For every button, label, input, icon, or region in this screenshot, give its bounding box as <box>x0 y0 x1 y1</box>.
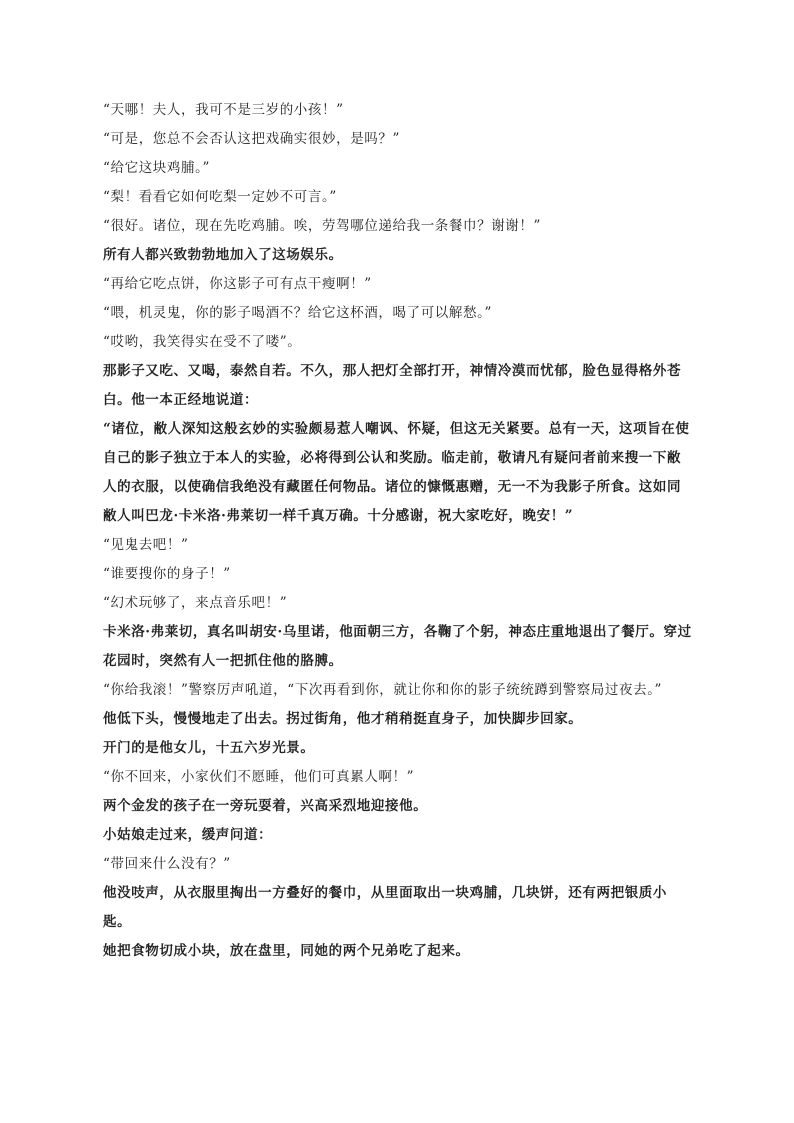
dialogue-paragraph: “喂，机灵鬼，你的影子喝酒不？给它这杯酒，喝了可以解愁。” <box>103 305 492 321</box>
dialogue-paragraph: “哎哟，我笑得实在受不了喽”。 <box>103 334 302 350</box>
dialogue-paragraph: “见鬼去吧！” <box>103 537 189 553</box>
narrative-paragraph: 卡米洛·弗莱切，真名叫胡安·乌里诺，他面朝三方，各鞠了个躬，神态庄重地退出了餐厅。穿过花园时，突然有人一把抓住他的胳膊。 <box>103 624 692 669</box>
narrative-paragraph: 所有人都兴致勃勃地加入了这场娱乐。 <box>103 247 343 263</box>
dialogue-paragraph: “幻术玩够了，来点音乐吧！” <box>103 595 288 611</box>
dialogue-paragraph: “给它这块鸡脯。” <box>103 160 210 176</box>
dialogue-paragraph: “诸位，敝人深知这般玄妙的实验颇易惹人嘲讽、怀疑，但这无关紧要。总有一天，这项旨在使自己的影子独立于本人的实验，必将得到公认和奖励。临走前，敬请凡有疑问者前来搜一下敝人的衣服，以使确信我绝没有藏匿任何物品。诸位的慷慨惠赠，无一不为我影子所食。这如同敝人叫巴龙·卡米洛·弗莱切一样千真万确。十分感谢，祝大家吃好，晚安！” <box>103 421 690 524</box>
narrative-paragraph: 小姑娘走过来，缓声问道： <box>103 827 273 843</box>
story-text <box>103 96 693 966</box>
dialogue-paragraph: “带回来什么没有？” <box>103 856 231 872</box>
narrative-paragraph: 那影子又吃、又喝，泰然自若。不久，那人把灯全部打开，神情冷漠而忧郁，脸色显得格外苍白。他一本正经地说道： <box>103 363 682 408</box>
dialogue-paragraph: “梨！看看它如何吃梨一定妙不可言。” <box>103 189 337 205</box>
narrative-paragraph: 他低下头，慢慢地走了出去。拐过街角，他才稍稍挺直身子，加快脚步回家。 <box>103 711 583 727</box>
dialogue-paragraph: “可是，您总不会否认这把戏确实很妙，是吗？” <box>103 131 401 147</box>
dialogue-paragraph: “你不回来，小家伙们不愿睡，他们可真累人啊！” <box>103 769 415 785</box>
dialogue-paragraph: “谁要搜你的身子！” <box>103 566 231 582</box>
dialogue-paragraph: “再给它吃点饼，你这影子可有点干瘦啊！” <box>103 276 372 292</box>
dialogue-paragraph: “你给我滚！”警察厉声吼道，“下次再看到你，就让你和你的影子统统蹲到警察局过夜去。” <box>103 682 663 698</box>
narrative-paragraph: 他没吱声，从衣服里掏出一方叠好的餐巾，从里面取出一块鸡脯，几块饼，还有两把银质小匙。 <box>103 885 667 930</box>
dialogue-paragraph: “很好。诸位，现在先吃鸡脯。唉，劳驾哪位递给我一条餐巾？谢谢！” <box>103 218 542 234</box>
dialogue-paragraph: “天哪！夫人，我可不是三岁的小孩！” <box>103 102 344 118</box>
narrative-paragraph: 两个金发的孩子在一旁玩耍着，兴高采烈地迎接他。 <box>103 798 428 814</box>
narrative-paragraph: 她把食物切成小块，放在盘里，同她的两个兄弟吃了起来。 <box>103 943 470 959</box>
narrative-paragraph: 开门的是他女儿，十五六岁光景。 <box>103 740 315 756</box>
